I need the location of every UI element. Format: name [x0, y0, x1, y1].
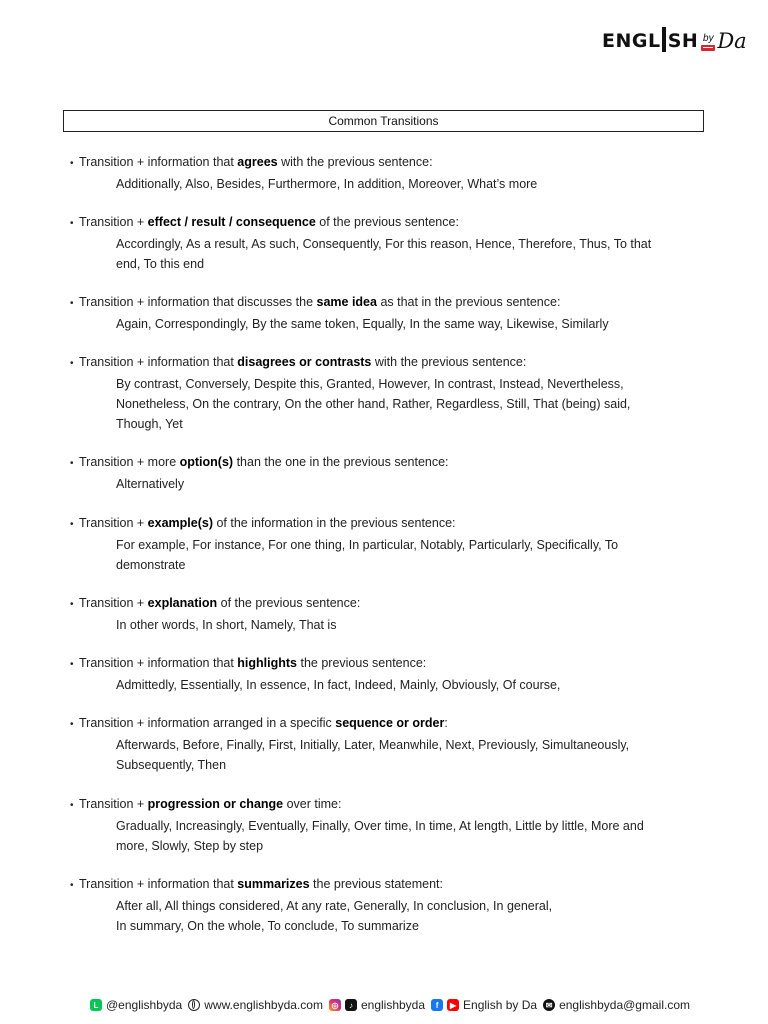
page-title: Common Transitions — [63, 110, 704, 132]
footer-tiktok[interactable]: englishbyda — [360, 998, 426, 1012]
heading-keyword: summarizes — [237, 877, 310, 891]
example-line: Though, Yet — [116, 417, 183, 431]
heading-keyword: effect / result / consequence — [147, 215, 316, 229]
heading-text: Transition + — [79, 215, 148, 229]
heading-text: the previous sentence: — [297, 656, 427, 670]
heading-keyword: highlights — [237, 656, 298, 670]
example-line: Additionally, Also, Besides, Furthermore, In addition, Moreover, What’s more — [116, 177, 538, 191]
section-heading — [70, 513, 710, 535]
heading-text: than the one in the previous sentence: — [233, 455, 449, 469]
heading-text: of the previous sentence: — [315, 215, 459, 229]
heading-text: Transition + information that — [79, 656, 238, 670]
heading-keyword: example(s) — [147, 516, 213, 530]
heading-keyword: explanation — [147, 596, 218, 610]
logo-wordmark: ENGL SH — [602, 30, 698, 52]
mail-icon: ✉ — [543, 999, 555, 1011]
heading-text: Transition + information that discusses the — [79, 295, 317, 309]
heading-text: Transition + more — [79, 455, 180, 469]
heading-text: with the previous sentence: — [371, 355, 527, 369]
transition-section — [70, 152, 710, 194]
footer-website[interactable]: www.englishbyda.com — [204, 998, 323, 1012]
heading-keyword: sequence or order — [335, 716, 445, 730]
example-line: Accordingly, As a result, As such, Consequently, For this reason, Hence, Therefore, Thus, To that — [116, 237, 652, 251]
bullet-icon: • — [70, 298, 74, 309]
example-line: Subsequently, Then — [116, 758, 227, 772]
section-heading — [70, 352, 710, 374]
heading-text: Transition + information that — [79, 877, 238, 891]
example-line: Nonetheless, On the contrary, On the other hand, Rather, Regardless, Still, That (being) said, — [116, 397, 631, 411]
section-heading — [70, 794, 710, 816]
section-heading — [70, 593, 710, 615]
instagram-icon: ◎ — [329, 999, 341, 1011]
transition-section — [70, 292, 710, 334]
example-line: In summary, On the whole, To conclude, To summarize — [116, 919, 419, 933]
youtube-icon: ▶ — [447, 999, 459, 1011]
bullet-icon: • — [70, 719, 74, 730]
heading-text: Transition + information arranged in a specific — [79, 716, 336, 730]
transition-section — [70, 794, 710, 856]
heading-text: Transition + information that — [79, 155, 238, 169]
heading-keyword: agrees — [237, 155, 278, 169]
footer-social[interactable]: English by Da — [463, 998, 538, 1012]
globe-icon — [188, 999, 200, 1011]
bullet-icon: • — [70, 519, 74, 530]
transition-section — [70, 212, 710, 274]
heading-keyword: progression or change — [147, 797, 284, 811]
heading-text: Transition + — [79, 797, 148, 811]
footer-line[interactable]: @englishbyda — [106, 998, 183, 1012]
heading-text: as that in the previous sentence: — [376, 295, 561, 309]
logo-da: Da — [717, 29, 747, 53]
facebook-icon: f — [431, 999, 443, 1011]
bus-icon — [701, 45, 715, 51]
example-line: Afterwards, Before, Finally, First, Initially, Later, Meanwhile, Next, Previously, Simultaneously, — [116, 738, 630, 752]
footer-contacts — [90, 996, 696, 1014]
heading-text: Transition + information that — [79, 355, 238, 369]
bullet-icon: • — [70, 358, 74, 369]
heading-text: with the previous sentence: — [277, 155, 433, 169]
heading-keyword: disagrees or contrasts — [237, 355, 372, 369]
section-heading — [70, 292, 710, 314]
example-line: end, To this end — [116, 257, 205, 271]
bullet-icon: • — [70, 458, 74, 469]
section-heading — [70, 874, 710, 896]
transition-section — [70, 653, 710, 695]
footer-email[interactable]: englishbyda@gmail.com — [559, 998, 690, 1012]
example-line: more, Slowly, Step by step — [116, 839, 264, 853]
section-heading — [70, 212, 710, 234]
bullet-icon: • — [70, 800, 74, 811]
bullet-icon: • — [70, 880, 74, 891]
heading-text: : — [444, 716, 448, 730]
heading-text: of the information in the previous sentence: — [212, 516, 456, 530]
line-icon: L — [90, 999, 102, 1011]
transition-section — [70, 593, 710, 635]
example-line: Alternatively — [116, 477, 185, 491]
bullet-icon: • — [70, 599, 74, 610]
example-line: After all, All things considered, At any rate, Generally, In conclusion, In general, — [116, 899, 553, 913]
transition-section — [70, 713, 710, 775]
example-line: By contrast, Conversely, Despite this, Granted, However, In contrast, Instead, Nevertheless, — [116, 377, 624, 391]
logo-by: by — [703, 33, 714, 44]
example-line: Admittedly, Essentially, In essence, In fact, Indeed, Mainly, Obviously, Of course, — [116, 678, 561, 692]
heading-text: Transition + — [79, 596, 148, 610]
transition-section — [70, 874, 710, 936]
bullet-icon: • — [70, 218, 74, 229]
example-line: Again, Correspondingly, By the same token, Equally, In the same way, Likewise, Similarly — [116, 317, 609, 331]
transition-section — [70, 352, 710, 434]
section-heading — [70, 653, 710, 675]
bullet-icon: • — [70, 659, 74, 670]
bullet-icon: • — [70, 158, 74, 169]
example-line: In other words, In short, Namely, That is — [116, 618, 337, 632]
heading-text: over time: — [283, 797, 342, 811]
transition-section — [70, 452, 710, 494]
heading-text: of the previous sentence: — [217, 596, 361, 610]
example-line: For example, For instance, For one thing, In particular, Notably, Particularly, Specifically, To — [116, 538, 619, 552]
heading-text: the previous statement: — [309, 877, 443, 891]
example-line: demonstrate — [116, 558, 186, 572]
heading-keyword: option(s) — [179, 455, 234, 469]
heading-keyword: same idea — [316, 295, 377, 309]
section-heading — [70, 152, 710, 174]
section-heading — [70, 713, 710, 735]
transition-section — [70, 513, 710, 575]
big-ben-icon — [661, 30, 668, 52]
tiktok-icon: ♪ — [345, 999, 357, 1011]
example-line: Gradually, Increasingly, Eventually, Finally, Over time, In time, At length, Little by little, More and — [116, 819, 644, 833]
heading-text: Transition + — [79, 516, 148, 530]
brand-logo — [602, 26, 747, 52]
section-heading — [70, 452, 710, 474]
